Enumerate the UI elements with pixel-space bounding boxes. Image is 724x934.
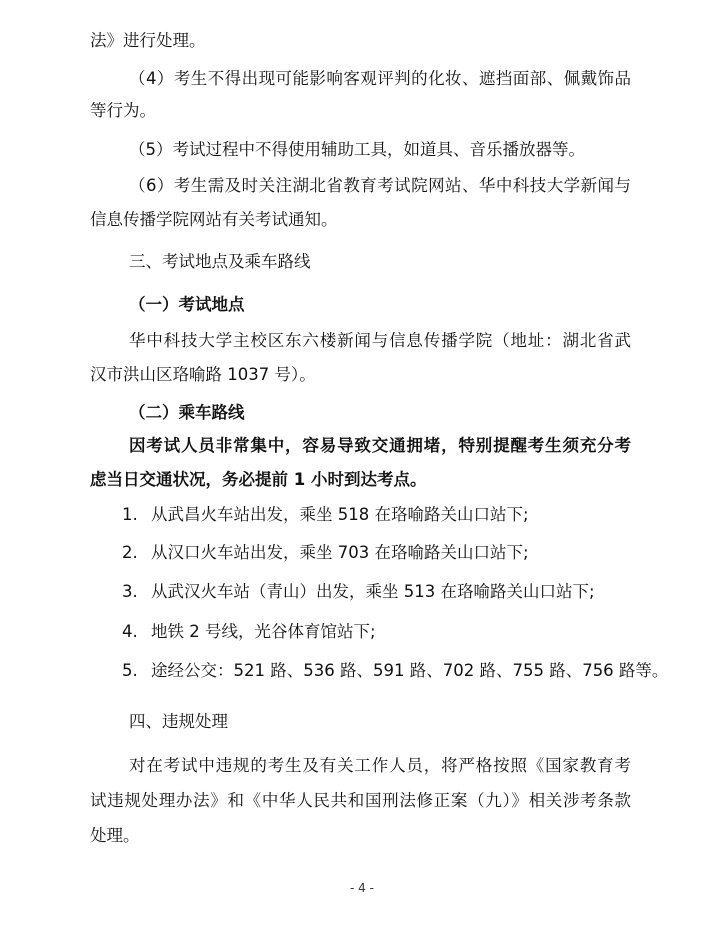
subheading-bus-routes: （二）乘车路线 bbox=[129, 403, 245, 422]
route-text: 从汉口火车站出发，乘坐 703 在珞喻路关山口站下; bbox=[151, 543, 529, 562]
section-heading-violations: 四、违规处理 bbox=[129, 712, 228, 731]
traffic-notice-line-2: 虑当日交通状况，务必提前 1 小时到达考点。 bbox=[90, 470, 427, 489]
route-number: 1. bbox=[122, 505, 138, 524]
rule-6-line-1: （6）考生需及时关注湖北省教育考试院网站、华中科技大学新闻与 bbox=[129, 176, 631, 195]
route-number: 5. bbox=[122, 661, 138, 680]
page-number: - 4 - bbox=[350, 881, 374, 895]
route-number: 3. bbox=[122, 582, 138, 601]
route-number: 2. bbox=[122, 543, 138, 562]
section-heading-location: 三、考试地点及乘车路线 bbox=[129, 252, 311, 271]
rule-4-line-2: 等行为。 bbox=[90, 101, 156, 120]
route-text: 从武昌火车站出发，乘坐 518 在珞喻路关山口站下; bbox=[151, 505, 529, 524]
violations-line-3: 处理。 bbox=[90, 826, 140, 845]
violations-line-1: 对在考试中违规的考生及有关工作人员，将严格按照《国家教育考 bbox=[129, 756, 631, 775]
route-text: 途经公交：521 路、536 路、591 路、702 路、755 路、756 路等。 bbox=[151, 661, 669, 680]
rule-6-line-2: 信息传播学院网站有关考试通知。 bbox=[90, 210, 338, 229]
paragraph-line: 法》进行处理。 bbox=[90, 31, 206, 50]
route-number: 4. bbox=[122, 622, 138, 641]
rule-4-line-1: （4）考生不得出现可能影响客观评判的化妆、遮挡面部、佩戴饰品 bbox=[129, 69, 631, 88]
violations-line-2: 试违规处理办法》和《中华人民共和国刑法修正案（九）》相关涉考条款 bbox=[90, 791, 631, 810]
traffic-notice-line-1: 因考试人员非常集中，容易导致交通拥堵，特别提醒考生须充分考 bbox=[129, 436, 631, 455]
route-text: 地铁 2 号线，光谷体育馆站下; bbox=[151, 622, 376, 641]
route-text: 从武汉火车站（青山）出发，乘坐 513 在珞喻路关山口站下; bbox=[151, 582, 595, 601]
rule-5: （5）考试过程中不得使用辅助工具，如道具、音乐播放器等。 bbox=[129, 140, 585, 159]
address-line-1: 华中科技大学主校区东六楼新闻与信息传播学院（地址：湖北省武 bbox=[129, 331, 631, 350]
subheading-exam-location: （一）考试地点 bbox=[129, 295, 245, 314]
address-line-2: 汉市洪山区珞喻路 1037 号）。 bbox=[90, 365, 316, 384]
